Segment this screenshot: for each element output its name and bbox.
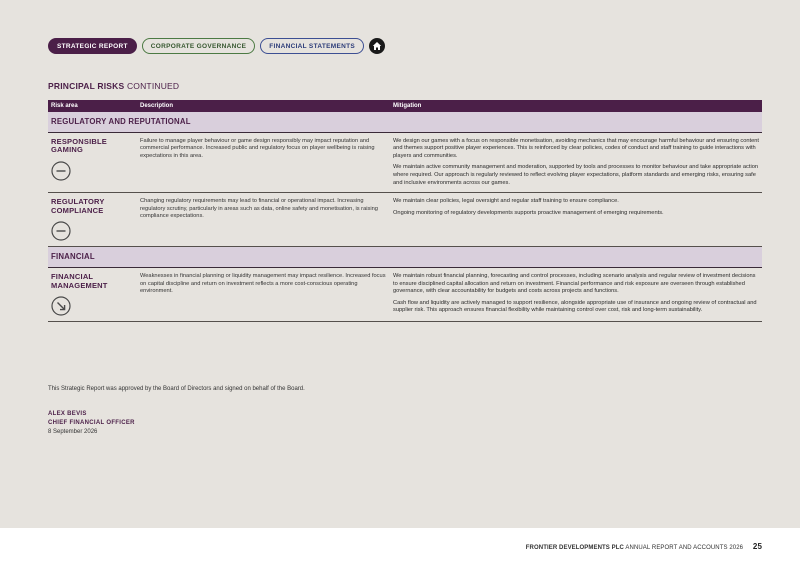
risk-area-cell — [48, 193, 137, 247]
category-label: REGULATORY AND REPUTATIONAL — [48, 112, 762, 132]
signatory-block — [48, 410, 135, 437]
signatory-date: 8 September 2026 — [48, 429, 98, 435]
minus-circle-icon — [51, 161, 71, 181]
category-row-regulatory — [48, 112, 762, 132]
risk-name-line: GAMING — [51, 145, 84, 155]
mitigation-paragraph: We maintain active community management and moderation, supported by tools and processes to monitor behaviour and take appropriate action where required. Our approach is regularly reviewed to reflect evolving player expectations, platform standards and emerging risks, ensuring safe and inclusive environments across our games. — [393, 164, 759, 186]
minus-circle-icon — [51, 221, 71, 241]
header-mitigation: Mitigation — [390, 100, 762, 112]
risk-area-cell — [48, 132, 137, 193]
page-number: 25 — [752, 542, 762, 551]
page-title-rest: CONTINUED — [126, 81, 180, 91]
risk-name-line: RESPONSIBLE — [51, 136, 107, 146]
risk-name-line: COMPLIANCE — [51, 205, 104, 215]
tab-corporate-governance[interactable]: CORPORATE GOVERNANCE — [142, 38, 255, 54]
home-icon — [372, 41, 382, 51]
risk-description: Changing regulatory requirements may lead to financial or operational impact. Increasing regulatory scrutiny, particularly in areas such as data, online safety and monetisation, is raising compliance expectations. — [137, 193, 390, 247]
risk-mitigation — [390, 193, 762, 247]
header-description: Description — [137, 100, 390, 112]
mitigation-paragraph: We design our games with a focus on responsible monetisation, avoiding mechanics that may encourage harmful behaviour and ensuring content and themes support positive player experiences. This is reinforced by clear policies, codes of conduct and staff training to guide interactions with players and communities. — [393, 137, 760, 159]
page-title-strong: PRINCIPAL RISKS — [48, 81, 125, 91]
home-button[interactable] — [369, 38, 385, 54]
risk-name-line: FINANCIAL — [51, 271, 94, 281]
principal-risks-table — [48, 100, 762, 322]
tab-strategic-report[interactable]: STRATEGIC REPORT — [48, 38, 137, 54]
risk-name — [51, 198, 134, 215]
risk-description: Weaknesses in financial planning or liquidity management may impact resilience. Increased focus on capital discipline and return on investment reflects a more cost-conscious operating environment. — [137, 267, 390, 321]
header-risk-area: Risk area — [48, 100, 137, 112]
table-header-row — [48, 100, 762, 112]
risk-mitigation — [390, 132, 762, 193]
table-row — [48, 132, 762, 193]
table-row — [48, 267, 762, 321]
footer-text — [526, 542, 762, 551]
mitigation-paragraph: We maintain robust financial planning, forecasting and control processes, including scenario analysis and regular review of investment decisions to ensure disciplined capital allocation and return on investment. Financial performance and risk exposure are overseen through established governance, with clear accountability for budgets and costs across projects and functions. — [393, 272, 756, 295]
page-footer — [0, 528, 800, 565]
table-row — [48, 193, 762, 247]
risk-area-cell — [48, 267, 137, 321]
section-nav — [48, 38, 385, 54]
signatory-name: ALEX BEVIS — [48, 411, 87, 417]
mitigation-paragraph: Cash flow and liquidity are actively managed to support resilience, alongside appropriate use of insurance and ongoing review of contractual and supplier risk. This approach ensures financial flexibility while maintaining control over cost, risk and long-term sustainability. — [393, 299, 757, 314]
mitigation-paragraph: Ongoing monitoring of regulatory developments supports proactive management of emerging requirements. — [393, 209, 664, 216]
risk-name-line: REGULATORY — [51, 197, 105, 207]
category-row-financial — [48, 247, 762, 268]
category-label: FINANCIAL — [48, 247, 762, 268]
footer-report: ANNUAL REPORT AND ACCOUNTS 2026 — [625, 545, 744, 551]
page-title — [48, 81, 179, 91]
signatory-title: CHIEF FINANCIAL OFFICER — [48, 420, 135, 426]
tab-financial-statements[interactable]: FINANCIAL STATEMENTS — [260, 38, 364, 54]
risk-name — [51, 138, 134, 155]
approval-statement: This Strategic Report was approved by the Board of Directors and signed on behalf of the Board. — [48, 386, 305, 392]
risk-description: Failure to manage player behaviour or game design responsibly may impact reputation and commercial performance. Increased public and regulatory focus on player wellbeing is raising expectations in this area. — [137, 132, 390, 193]
risk-mitigation — [390, 267, 762, 321]
arrow-down-right-circle-icon — [51, 296, 71, 316]
footer-company: FRONTIER DEVELOPMENTS PLC — [525, 545, 624, 551]
risk-name — [51, 273, 134, 290]
risk-name-line: MANAGEMENT — [51, 280, 108, 290]
mitigation-paragraph: We maintain clear policies, legal oversight and regular staff training to ensure compliance. — [393, 198, 619, 205]
